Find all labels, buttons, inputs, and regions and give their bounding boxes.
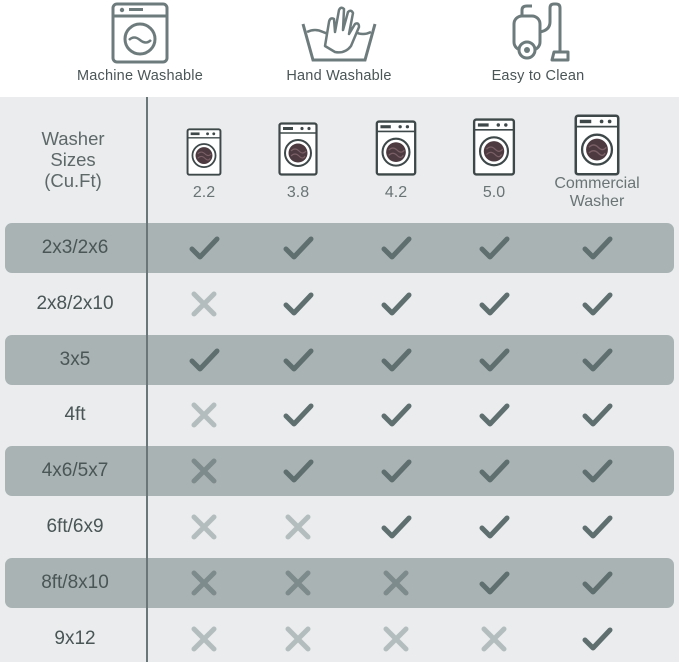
washing-machine-icon bbox=[472, 118, 516, 176]
check-icon bbox=[478, 455, 510, 487]
rug-size-label: 9x12 bbox=[54, 628, 96, 649]
cross-icon bbox=[478, 623, 510, 655]
rug-size-label: 2x3/2x6 bbox=[41, 237, 109, 258]
cross-icon bbox=[188, 288, 220, 320]
check-icon bbox=[380, 288, 412, 320]
cross-icon bbox=[282, 623, 314, 655]
capacity-label-line: 3.8 bbox=[286, 184, 310, 201]
check-icon bbox=[282, 455, 314, 487]
check-icon bbox=[282, 232, 314, 264]
capacity-label-line: 4.2 bbox=[384, 184, 408, 201]
cross-icon bbox=[380, 567, 412, 599]
feature-hand-washable bbox=[249, 0, 429, 97]
vacuum-cleaner-icon bbox=[506, 2, 570, 64]
washing-machine-icon bbox=[111, 2, 169, 64]
table-row bbox=[0, 614, 679, 662]
washer-sizes-heading bbox=[0, 128, 146, 191]
cross-icon bbox=[188, 511, 220, 543]
check-icon bbox=[581, 288, 613, 320]
check-icon bbox=[581, 344, 613, 376]
washing-machine-icon bbox=[186, 128, 222, 176]
feature-label: Hand Washable bbox=[286, 68, 392, 84]
feature-label: Machine Washable bbox=[77, 68, 203, 84]
capacity-label-line: 5.0 bbox=[482, 184, 506, 201]
rug-size-label: 2x8/2x10 bbox=[36, 293, 114, 314]
feature-label: Easy to Clean bbox=[491, 68, 585, 84]
column-divider bbox=[146, 97, 148, 662]
capacity-label-line: Washer bbox=[569, 193, 625, 210]
check-icon bbox=[188, 344, 220, 376]
cross-icon bbox=[188, 455, 220, 487]
feature-header bbox=[0, 0, 679, 97]
feature-easy-to-clean bbox=[448, 0, 628, 97]
check-icon bbox=[282, 399, 314, 431]
column-header-3 bbox=[341, 108, 451, 201]
table-row bbox=[0, 223, 679, 273]
check-icon bbox=[581, 232, 613, 264]
check-icon bbox=[380, 399, 412, 431]
cross-icon bbox=[188, 623, 220, 655]
capacity-label bbox=[341, 184, 451, 202]
table-row bbox=[0, 558, 679, 608]
rug-size-label: 4ft bbox=[64, 404, 86, 425]
cross-icon bbox=[188, 567, 220, 599]
feature-machine-washable bbox=[50, 0, 230, 97]
washing-machine-icon bbox=[375, 120, 417, 176]
check-icon bbox=[478, 288, 510, 320]
cross-icon bbox=[282, 511, 314, 543]
check-icon bbox=[380, 511, 412, 543]
column-header-2 bbox=[243, 108, 353, 201]
washing-machine-icon bbox=[574, 114, 620, 176]
capacity-label-line: Commercial bbox=[554, 175, 640, 192]
table-row bbox=[0, 390, 679, 440]
check-icon bbox=[380, 344, 412, 376]
check-icon bbox=[478, 399, 510, 431]
check-icon bbox=[478, 232, 510, 264]
table-row bbox=[0, 279, 679, 329]
capacity-label-line: 2.2 bbox=[192, 184, 216, 201]
capacity-label bbox=[243, 184, 353, 202]
washing-machine-icon bbox=[278, 122, 318, 176]
table-row bbox=[0, 502, 679, 552]
check-icon bbox=[581, 567, 613, 599]
cross-icon bbox=[188, 399, 220, 431]
rug-size-label: 3x5 bbox=[59, 349, 91, 370]
capacity-label bbox=[542, 175, 652, 211]
check-icon bbox=[188, 232, 220, 264]
column-header-5 bbox=[542, 108, 652, 210]
cross-icon bbox=[282, 567, 314, 599]
check-icon bbox=[478, 567, 510, 599]
check-icon bbox=[478, 344, 510, 376]
rug-size-label: 4x6/5x7 bbox=[41, 460, 109, 481]
cross-icon bbox=[380, 623, 412, 655]
check-icon bbox=[380, 455, 412, 487]
table-row bbox=[0, 446, 679, 496]
check-icon bbox=[581, 623, 613, 655]
heading-line: Sizes bbox=[50, 149, 96, 170]
heading-line: (Cu.Ft) bbox=[44, 170, 102, 191]
check-icon bbox=[581, 511, 613, 543]
rug-size-label: 8ft/8x10 bbox=[41, 572, 109, 593]
heading-line: Washer bbox=[41, 128, 105, 149]
check-icon bbox=[581, 455, 613, 487]
check-icon bbox=[282, 344, 314, 376]
check-icon bbox=[581, 399, 613, 431]
check-icon bbox=[478, 511, 510, 543]
rug-size-label: 6ft/6x9 bbox=[46, 516, 104, 537]
column-header-4 bbox=[439, 108, 549, 201]
table-row bbox=[0, 335, 679, 385]
check-icon bbox=[282, 288, 314, 320]
check-icon bbox=[380, 232, 412, 264]
hand-wash-icon bbox=[299, 2, 379, 66]
capacity-label bbox=[439, 184, 549, 202]
